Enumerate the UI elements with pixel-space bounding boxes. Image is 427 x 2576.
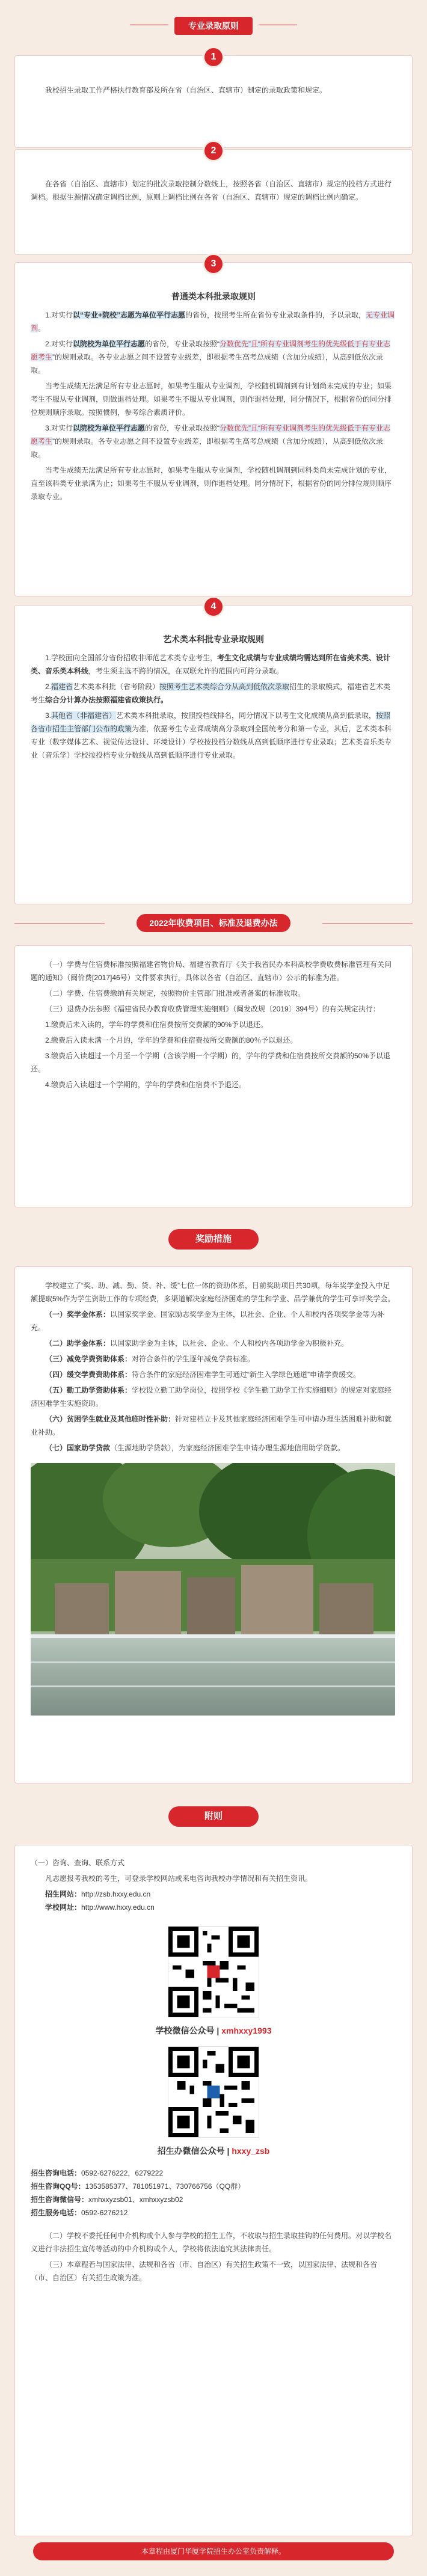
appendix-tag: 附则 <box>168 1806 259 1827</box>
appendix-section-header <box>0 1800 427 1836</box>
appendix-paragraph: （二）学校不委托任何中介机构或个人参与学校的招生工作，不收取与招生录取挂钩的任何费用。对以学校名义进行非法招生宣传等活动的中介机构或个人，学校将依法追究其法律责任。 <box>31 2231 392 2253</box>
appendix-heading: （一）咨询、查询、联系方式 <box>31 1859 125 1867</box>
qr-code-admissions <box>168 2046 259 2138</box>
section-tag: 专业录取原则 <box>174 17 253 35</box>
appendix-card <box>0 1845 427 2536</box>
campus-photo <box>31 1463 395 1716</box>
aid-card <box>0 1266 427 1783</box>
qr-code-school <box>168 1926 259 2017</box>
footer <box>0 2542 427 2566</box>
footer-note: 本章程由厦门华厦学院招生办公室负责解释。 <box>33 2542 394 2560</box>
divider-line <box>322 923 413 924</box>
school-link[interactable]: http://www.hxxy.edu.cn <box>81 1903 155 1912</box>
fee-title: 2022年收费项目、标准及退费办法 <box>137 914 290 932</box>
rule-paragraph: 当考生成绩无法满足所有专业志愿时，如果考生服从专业调剂，学校随机调剂到同科类尚未完成计划的专业，直至该科类专业录满为止；如果考生不服从专业调剂，则作退档处理。同分情况下，根据省份的同分排位规则顺序录取专业。 <box>31 466 392 501</box>
aid-paragraph: （四）缓交学费资助体系：符合条件的家庭经济困难学生可通过“新生入学绿色通道”申请学费缓交。 <box>45 1370 361 1379</box>
section-header-enroll <box>0 17 427 35</box>
rule-paragraph: 当考生成绩无法满足所有专业志愿时，如果考生服从专业调剂，学校随机调剂到有计划尚未完成的专业；如果考生不服从专业调剂，则做退档处理。如果考生不服从专业调剂，则作退档处理，同分情况下，根据省份的同分排位规则顺序录取。按照惯例，参考综合素质评价。 <box>31 382 392 417</box>
qr-icon <box>168 1927 259 2017</box>
aid-paragraph: （七）国家助学贷款（生源地助学贷款），为家庭经济困难学生申请办理生源地信用助学贷款。 <box>45 1444 345 1452</box>
fee-section-header <box>0 909 427 937</box>
aid-section-header <box>0 1223 427 1259</box>
rule-paragraph: 2.对实行以院校为单位平行志愿的省份，专业录取按照“分数优先”且“所有专业调剂考生的优先级低于有专业志愿考生”的规则录取。各专业志愿之间不设置专业级差，即根据考生高考总成绩（含加分成绩），从高到低依次录取。 <box>31 340 391 375</box>
rule-card-4 <box>0 601 427 904</box>
fee-paragraph: 3.缴费后入读超过一个月至一个学期（含该学期一个学期）的，学年的学费和住宿费按所交费额的50%予以退还。 <box>31 1052 391 1073</box>
fee-paragraph: （三）退费办法参照《福建省民办教育收费管理实施细则》（闽发改规〔2019〕394号）的有关规定执行： <box>45 1005 380 1013</box>
qr-caption-school: 学校微信公众号 | xmhxxy1993 <box>155 2026 272 2035</box>
contact-service: 招生服务电话：0592-6276212 <box>31 2209 128 2217</box>
fee-paragraph: （二）学费、住宿费缴纳有关规定，按照物价主管部门批准或者备案的标准收取。 <box>45 989 306 998</box>
rule-paragraph: 2.福建省艺术类本科批（省考阶段）按照考生艺术类综合分从高到低依次录取招生的录取模式，福建省艺术类考生综合分计算办法按照福建省政策执行。 <box>31 682 391 704</box>
qr-icon <box>168 2047 259 2137</box>
aid-paragraph: （一）奖学金体系：以国家奖学金、国家励志奖学金为主体，以社会、企业、个人和校内各项奖学金等为补充。 <box>31 1310 385 1332</box>
campus-photo-illustration <box>31 1463 395 1716</box>
card-number: 2 <box>203 140 224 162</box>
card-number: 3 <box>203 253 224 275</box>
fee-paragraph: 2.缴费后入读未满一个月的，学年的学费和住宿费按所交费额的80％予以退还。 <box>45 1036 298 1044</box>
site-line: 招生网站：http://zsb.hxxy.edu.cn <box>45 1890 151 1898</box>
qr-caption-admissions: 招生办微信公众号 | hxxy_zsb <box>157 2146 270 2156</box>
card-text: 我校招生录取工作严格执行教育部及所在省（自治区、直辖市）制定的录取政策和规定。 <box>45 86 327 94</box>
fee-paragraph: 1.缴费后未入读的，学年的学费和住宿费按所交费额的90%予以退还。 <box>45 1020 268 1029</box>
card-number: 4 <box>203 596 224 618</box>
card-title: 普通类本科批录取规则 <box>171 292 256 301</box>
contact-wechat: 招生咨询微信号：xmhxxyzsb01、xmhxxyzsb02 <box>31 2195 183 2204</box>
aid-paragraph: （三）减免学费资助体系：对符合条件的学生逐年减免学费标准。 <box>45 1355 255 1363</box>
card-text: 在各省（自治区、直辖市）划定的批次录取控制分数线上，按照各省（自治区、直辖市）规定的投档方式进行调档。根据生源情况确定调档比例，原则上调档比例在各省（自治区、直辖市）规定的调档比例内确定。 <box>31 180 392 201</box>
divider-line <box>14 923 105 924</box>
rule-paragraph: 1.对实行以“专业+院校”志愿为单位平行志愿的省份，按照考生所在省份专业录取条件的，予以录取，无专业调剂。 <box>31 311 395 333</box>
fee-paragraph: （一）学费与住宿费标准按照福建省物价局、福建省教育厅《关于我省民办本科高校学费收费标准管理有关问题的通知》（闽价费[2017]46号）文件要求执行，具体以各省（自治区、直辖市）公示的标准为准。 <box>31 960 392 982</box>
aid-paragraph: 学校建立了“奖、助、减、勤、贷、补、缓”七位一体的资助体系，目前奖助项目共30项，每年奖学金投入中足额提取5%作为学生资助工作的专项经费，多渠道解决家庭经济困难的学生和学业、品学兼优的学生可享评奖学金。 <box>31 1281 395 1303</box>
appendix-paragraph: （三）本章程若与国家法律、法规和各省（市、自治区）有关招生政策不一致，以国家法律、法规和各省（市、自治区）有关招生政策为准。 <box>31 2260 378 2282</box>
rule-card-1 <box>0 52 427 148</box>
card-title: 艺术类本科批专业录取规则 <box>163 634 264 644</box>
appendix-paragraph: 凡志愿报考我校的考生，可登录学校网站或来电咨询我校办学情况和有关招生资讯。 <box>45 1874 313 1883</box>
school-line: 学校网址：http://www.hxxy.edu.cn <box>45 1903 155 1912</box>
rule-paragraph: 3.其他省（非福建省）艺术类本科批录取，按照投档线排名，同分情况下以考生文化成绩从高到低录取，按照各省市招生主管部门公布的政策为准，依据考生专业课成绩高分录取到全国统考分和第一专业，其后，艺术类本科专业（数字媒体艺术、视觉传达设计、环境设计）学校按投档分数线从高到低顺序进行专业录取；艺术类音乐类专业（音乐学）学校按投档专业分数线从高到低顺序进行专业录取。 <box>31 711 392 759</box>
rule-paragraph: 1.学校面向全国部分省份招收非师范艺术类专业考生，考生文化成绩与专业成绩均需达到所在省美术类、设计类、音乐类本科线，考生须主选不跨的情况，在双联允许的范围内可跨分录取。 <box>31 654 391 675</box>
rule-card-2 <box>0 146 427 255</box>
aid-paragraph: （二）助学金体系：以国家助学金为主体，以社会、企业、个人和校内各项助学金为积极补充。 <box>45 1339 349 1348</box>
fee-paragraph: 4.缴费后入读超过一个学期的，学年的学费和住宿费不予退还。 <box>45 1081 247 1089</box>
rule-paragraph: 3.对实行以院校为单位平行志愿的省份，专业录取按照“分数优先”且“所有专业调剂考生的优先级低于有专业志愿考生”的规则录取。各专业志愿之间不设置专业级差，即根据考生高考总成绩（含加分成绩），从高到低依次录取。 <box>31 424 391 459</box>
contact-phone: 招生咨询电话：0592-6276222，6279222 <box>31 2169 164 2177</box>
contact-qq: 招生咨询QQ号：1353585377、781051971、730766756（QQ群） <box>31 2182 245 2191</box>
fee-card <box>0 945 427 1207</box>
rule-card-3 <box>0 259 427 596</box>
aid-tag: 奖励措施 <box>168 1229 259 1250</box>
aid-paragraph: （五）勤工助学资助体系：学校设立勤工助学岗位，按照学校《学生勤工助学工作实施细则》的规定对家庭经济困难学生实施资助。 <box>31 1386 392 1408</box>
aid-paragraph: （六）贫困学生就业及其他临时性补助：针对建档立卡及其他家庭经济困难学生可申请办理生活困难补助和就业补助。 <box>31 1415 392 1437</box>
site-link[interactable]: http://zsb.hxxy.edu.cn <box>81 1890 151 1898</box>
card-number: 1 <box>203 46 224 68</box>
